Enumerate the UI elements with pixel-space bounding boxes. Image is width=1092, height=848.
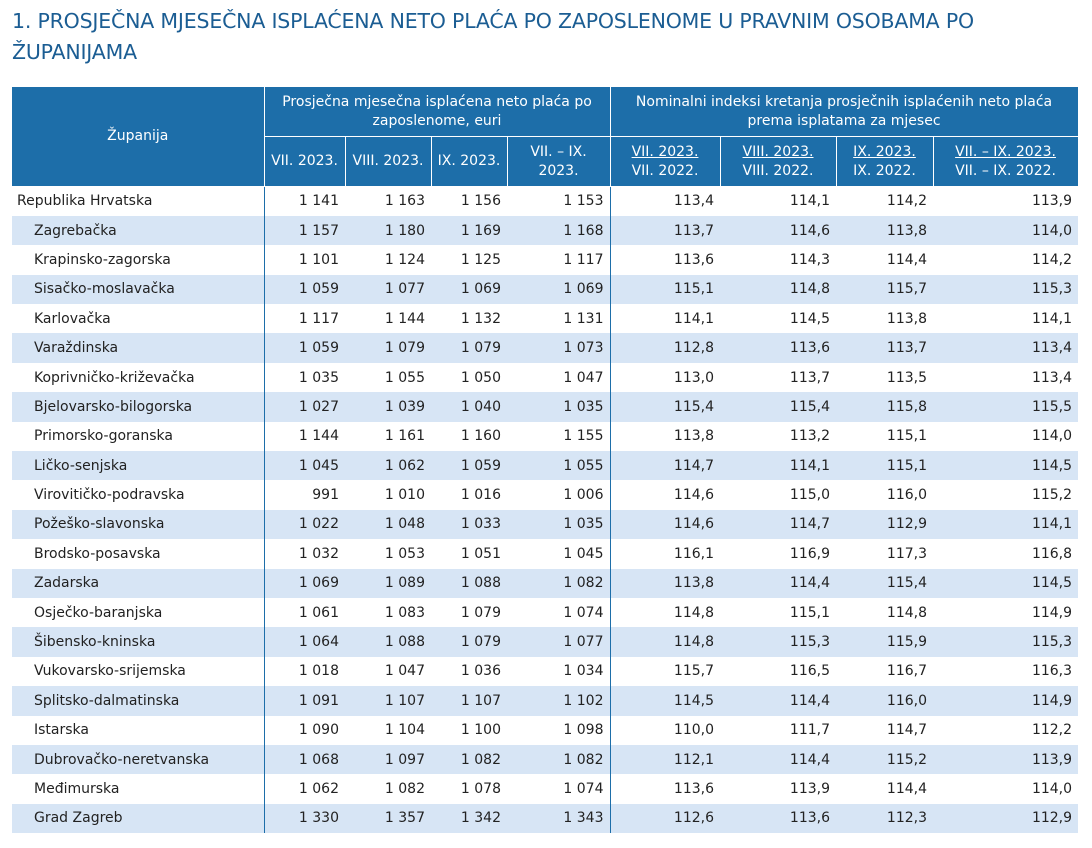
wage-cell: 1 027 (264, 392, 345, 421)
wage-cell: 1 033 (431, 510, 507, 539)
wage-cell: 1 343 (507, 804, 610, 833)
index-cell: 115,4 (836, 569, 933, 598)
table-row (12, 451, 1078, 480)
wage-cell: 1 051 (460, 545, 501, 562)
wage-cell: 1 098 (507, 716, 610, 745)
index-cell: 115,5 (933, 392, 1078, 421)
index-cell: 115,8 (836, 392, 933, 421)
county-name-cell: Karlovačka (12, 304, 264, 333)
county-name-cell: Sisačko-moslavačka (12, 275, 264, 304)
wage-cell: 1 107 (345, 686, 431, 715)
table-row (12, 598, 1078, 627)
wage-cell: 1 144 (298, 428, 339, 445)
county-name-cell: Bjelovarsko-bilogorska (12, 392, 264, 421)
index-cell: 112,6 (610, 804, 720, 833)
wage-cell: 1 082 (507, 569, 610, 598)
wage-cell: 1 047 (507, 363, 610, 392)
index-cell: 116,8 (1031, 545, 1073, 562)
table-row-total (12, 187, 1078, 216)
county-name-cell: Grad Zagreb (12, 804, 264, 833)
table-row (12, 216, 1078, 245)
county-name-cell: Brodsko-posavska (12, 539, 264, 568)
wage-cell: 1 088 (345, 627, 431, 656)
index-cell: 114,2 (886, 193, 928, 210)
wage-cell: 1 156 (460, 193, 501, 210)
index-cell: 114,6 (673, 487, 715, 504)
wage-cell: 1 104 (384, 722, 425, 739)
table-row (12, 745, 1078, 774)
ratio-denominator: VII. 2022. (631, 162, 699, 179)
wage-cell: 1 097 (345, 745, 431, 774)
index-cell: 112,3 (836, 804, 933, 833)
table-row (12, 304, 1078, 333)
wage-cell: 1 040 (431, 392, 507, 421)
wage-cell: 1 082 (431, 745, 507, 774)
wage-cell: 1 045 (264, 451, 345, 480)
wage-cell: 1 035 (507, 392, 610, 421)
wage-cell: 1 079 (345, 333, 431, 362)
wage-cell: 991 (312, 487, 339, 504)
index-cell: 113,9 (933, 745, 1078, 774)
index-cell: 114,5 (933, 569, 1078, 598)
county-name-cell: Požeško-slavonska (12, 510, 264, 539)
wage-cell: 1 006 (507, 480, 610, 509)
wage-cell: 1 077 (507, 627, 610, 656)
index-cell: 113,4 (673, 193, 715, 210)
table-row (12, 392, 1078, 421)
ratio-numerator: VII. 2023. (631, 143, 699, 160)
county-column-header: Županija (12, 87, 264, 187)
index-cell: 113,9 (1031, 193, 1073, 210)
table-row (12, 275, 1078, 304)
county-name-cell: Zadarska (12, 569, 264, 598)
index-cell: 113,4 (1031, 369, 1073, 386)
table-row (12, 510, 1078, 539)
county-name-cell: Istarska (12, 716, 264, 745)
table-row (12, 363, 1078, 392)
wage-cell: 1 101 (298, 251, 339, 268)
table-row (12, 245, 1078, 274)
index-ratio-header (720, 137, 836, 187)
wage-cell: 1 117 (298, 310, 339, 327)
table-row (12, 333, 1078, 362)
wage-cell: 1 144 (384, 310, 425, 327)
county-name-cell: Varaždinska (12, 333, 264, 362)
table-row (12, 804, 1078, 833)
table-row (12, 422, 1078, 451)
index-cell: 115,7 (836, 275, 933, 304)
index-cell: 114,2 (1031, 251, 1073, 268)
wage-cell: 1 082 (507, 745, 610, 774)
wage-cell: 1 050 (460, 369, 501, 386)
wage-cell: 1 032 (298, 545, 339, 562)
wage-cell: 1 069 (431, 275, 507, 304)
index-cell: 112,1 (610, 745, 720, 774)
index-cell: 115,1 (610, 275, 720, 304)
wage-cell: 1 045 (507, 539, 610, 568)
wage-cell: 1 035 (507, 510, 610, 539)
wage-cell: 1 034 (507, 657, 610, 686)
wage-cell: 1 357 (345, 804, 431, 833)
index-cell: 115,2 (1031, 487, 1073, 504)
county-name-cell: Zagrebačka (12, 216, 264, 245)
table-row (12, 627, 1078, 656)
index-cell: 114,8 (610, 627, 720, 656)
index-cell: 116,5 (789, 663, 831, 680)
index-cell: 115,2 (836, 745, 933, 774)
period-header: VII. – IX. 2023. (507, 137, 610, 187)
wage-cell: 1 102 (507, 686, 610, 715)
county-name-cell: Krapinsko-zagorska (12, 245, 264, 274)
page-title: 1. PROSJEČNA MJESEČNA ISPLAĆENA NETO PLAĆA PO ZAPOSLENOME U PRAVNIM OSOBAMA PO ŽUPANIJAMA (12, 9, 974, 64)
index-cell: 114,8 (673, 604, 715, 621)
wage-cell: 1 083 (384, 604, 425, 621)
index-cell: 115,4 (720, 392, 836, 421)
wage-group-header: Prosječna mjesečna isplaćena neto plaća po zaposlenome, euri (264, 87, 610, 137)
index-cell: 114,4 (720, 686, 836, 715)
wage-cell: 1 068 (264, 745, 345, 774)
wage-cell: 1 090 (298, 722, 339, 739)
wage-cell: 1 074 (507, 774, 610, 803)
index-cell: 114,9 (933, 686, 1078, 715)
index-cell: 114,4 (886, 781, 928, 797)
wage-cell: 1 132 (460, 310, 501, 327)
index-cell: 114,8 (886, 604, 928, 621)
wage-cell: 1 073 (507, 333, 610, 362)
wage-cell: 1 018 (298, 663, 339, 680)
index-cell: 113,6 (673, 251, 715, 268)
index-ratio-header (836, 137, 933, 187)
wage-cell: 1 161 (384, 428, 425, 445)
index-cell: 115,1 (836, 451, 933, 480)
wage-cell: 1 079 (431, 627, 507, 656)
table-row (12, 716, 1078, 745)
county-name-cell: Primorsko-goranska (12, 422, 264, 451)
wage-cell: 1 069 (264, 569, 345, 598)
wage-cell: 1 169 (431, 216, 507, 245)
wage-cell: 1 016 (460, 487, 501, 504)
wage-cell: 1 077 (345, 275, 431, 304)
index-cell: 114,4 (720, 569, 836, 598)
wage-cell: 1 180 (345, 216, 431, 245)
wage-cell: 1 064 (264, 627, 345, 656)
county-name-cell: Osječko-baranjska (12, 598, 264, 627)
wage-cell: 1 131 (507, 304, 610, 333)
wage-cell: 1 059 (431, 451, 507, 480)
index-cell: 114,8 (720, 275, 836, 304)
county-name-cell: Ličko-senjska (12, 451, 264, 480)
wage-cell: 1 059 (264, 275, 345, 304)
wage-cell: 1 117 (507, 245, 610, 274)
index-cell: 116,0 (886, 487, 928, 504)
index-cell: 113,5 (886, 369, 928, 386)
index-cell: 114,0 (933, 216, 1078, 245)
wage-cell: 1 079 (431, 333, 507, 362)
index-cell: 111,7 (789, 722, 831, 739)
table-row (12, 480, 1078, 509)
index-cell: 112,2 (1031, 722, 1073, 739)
county-name-cell: Dubrovačko-neretvanska (12, 745, 264, 774)
index-cell: 112,8 (610, 333, 720, 362)
wage-cell: 1 330 (264, 804, 345, 833)
wage-cell: 1 082 (384, 781, 425, 797)
wage-cell: 1 125 (460, 251, 501, 268)
ratio-numerator: VIII. 2023. (742, 143, 814, 160)
index-cell: 113,6 (720, 804, 836, 833)
wage-cell: 1 062 (345, 451, 431, 480)
wage-cell: 1 069 (507, 275, 610, 304)
index-cell: 114,1 (789, 193, 831, 210)
index-cell: 114,9 (1031, 604, 1073, 621)
index-ratio-header (933, 137, 1078, 187)
wage-cell: 1 078 (460, 781, 501, 797)
wage-cell: 1 157 (264, 216, 345, 245)
index-cell: 113,6 (673, 781, 715, 797)
wage-cell: 1 079 (460, 604, 501, 621)
table-row (12, 569, 1078, 598)
wage-cell: 1 342 (431, 804, 507, 833)
index-cell: 114,4 (886, 251, 928, 268)
index-cell: 114,6 (610, 510, 720, 539)
county-name-cell: Međimurska (12, 774, 264, 803)
index-cell: 113,4 (933, 333, 1078, 362)
index-cell: 115,1 (789, 604, 831, 621)
wage-cell: 1 107 (431, 686, 507, 715)
index-group-header: Nominalni indeksi kretanja prosječnih isplaćenih neto plaća prema isplatama za mjesec (610, 87, 1078, 137)
wage-cell: 1 074 (507, 598, 610, 627)
index-cell: 116,3 (1031, 663, 1073, 680)
index-cell: 114,5 (610, 686, 720, 715)
wage-cell: 1 163 (384, 193, 425, 210)
index-cell: 115,1 (886, 428, 928, 445)
table-row (12, 686, 1078, 715)
wage-cell: 1 124 (384, 251, 425, 268)
wage-cell: 1 022 (264, 510, 345, 539)
wage-cell: 1 055 (384, 369, 425, 386)
table-row (12, 774, 1078, 803)
index-cell: 114,7 (720, 510, 836, 539)
index-cell: 113,8 (610, 569, 720, 598)
wage-cell: 1 053 (384, 545, 425, 562)
wage-cell: 1 160 (460, 428, 501, 445)
wage-table (12, 86, 1079, 833)
index-cell: 113,8 (836, 216, 933, 245)
wage-cell: 1 153 (507, 187, 610, 216)
period-header: VIII. 2023. (345, 137, 431, 187)
county-name-cell: Republika Hrvatska (12, 187, 264, 216)
county-name-cell: Vukovarsko-srijemska (12, 657, 264, 686)
index-cell: 113,8 (886, 310, 928, 327)
index-cell: 113,6 (720, 333, 836, 362)
index-cell: 113,9 (789, 781, 831, 797)
wage-cell: 1 039 (345, 392, 431, 421)
ratio-denominator: VIII. 2022. (742, 162, 814, 179)
index-cell: 116,9 (789, 545, 831, 562)
index-cell: 115,7 (673, 663, 715, 680)
index-cell: 114,6 (720, 216, 836, 245)
ratio-numerator: IX. 2023. (853, 143, 916, 160)
ratio-numerator: VII. – IX. 2023. (955, 143, 1056, 160)
index-cell: 116,7 (886, 663, 928, 680)
wage-cell: 1 035 (298, 369, 339, 386)
index-cell: 115,3 (720, 627, 836, 656)
wage-cell: 1 048 (345, 510, 431, 539)
table-row (12, 539, 1078, 568)
county-name-cell: Splitsko-dalmatinska (12, 686, 264, 715)
index-cell: 115,4 (610, 392, 720, 421)
wage-cell: 1 100 (460, 722, 501, 739)
index-cell: 113,7 (789, 369, 831, 386)
index-cell: 114,7 (886, 722, 928, 739)
index-cell: 113,7 (610, 216, 720, 245)
index-cell: 114,7 (610, 451, 720, 480)
wage-cell: 1 010 (384, 487, 425, 504)
index-ratio-header (610, 137, 720, 187)
county-name-cell: Koprivničko-križevačka (12, 363, 264, 392)
ratio-denominator: VII. – IX. 2022. (955, 162, 1056, 179)
index-cell: 116,1 (673, 545, 715, 562)
index-cell: 117,3 (886, 545, 928, 562)
index-cell: 114,1 (673, 310, 715, 327)
index-cell: 114,1 (933, 510, 1078, 539)
index-cell: 114,3 (789, 251, 831, 268)
index-cell: 115,3 (933, 627, 1078, 656)
wage-cell: 1 036 (460, 663, 501, 680)
wage-cell: 1 088 (431, 569, 507, 598)
table-row (12, 657, 1078, 686)
county-name-cell: Virovitičko-podravska (12, 480, 264, 509)
wage-cell: 1 055 (507, 451, 610, 480)
ratio-denominator: IX. 2022. (853, 162, 916, 179)
index-cell: 114,1 (720, 451, 836, 480)
index-cell: 114,1 (1031, 310, 1073, 327)
index-cell: 113,0 (673, 369, 715, 386)
wage-cell: 1 061 (298, 604, 339, 621)
wage-cell: 1 047 (384, 663, 425, 680)
index-cell: 110,0 (673, 722, 715, 739)
index-cell: 116,0 (836, 686, 933, 715)
wage-cell: 1 062 (298, 781, 339, 797)
index-cell: 114,5 (789, 310, 831, 327)
index-cell: 112,9 (933, 804, 1078, 833)
county-name-cell: Šibensko-kninska (12, 627, 264, 656)
index-cell: 114,4 (720, 745, 836, 774)
index-cell: 114,5 (933, 451, 1078, 480)
index-cell: 115,9 (836, 627, 933, 656)
period-header: IX. 2023. (431, 137, 507, 187)
wage-cell: 1 168 (507, 216, 610, 245)
index-cell: 113,8 (673, 428, 715, 445)
wage-cell: 1 091 (264, 686, 345, 715)
wage-cell: 1 059 (264, 333, 345, 362)
period-header: VII. 2023. (264, 137, 345, 187)
index-cell: 113,7 (836, 333, 933, 362)
wage-cell: 1 155 (507, 422, 610, 451)
index-cell: 115,0 (789, 487, 831, 504)
wage-cell: 1 141 (298, 193, 339, 210)
index-cell: 112,9 (836, 510, 933, 539)
index-cell: 114,0 (1031, 781, 1073, 797)
wage-cell: 1 089 (345, 569, 431, 598)
index-cell: 115,3 (933, 275, 1078, 304)
index-cell: 113,2 (789, 428, 831, 445)
index-cell: 114,0 (1031, 428, 1073, 445)
